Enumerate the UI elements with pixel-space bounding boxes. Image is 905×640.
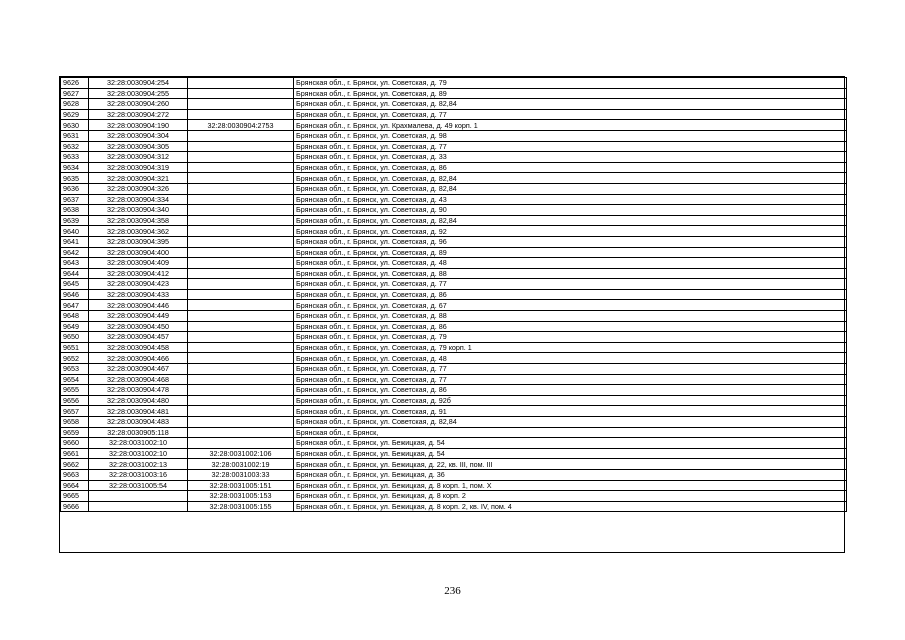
- object-cadastral-number-cell: [188, 427, 294, 438]
- object-cadastral-number-cell: 32:28:0030904:2753: [188, 120, 294, 131]
- object-cadastral-number-cell: [188, 194, 294, 205]
- object-cadastral-number-cell: [188, 289, 294, 300]
- object-cadastral-number-cell: [188, 353, 294, 364]
- row-number-cell: 9641: [61, 236, 89, 247]
- cadastral-number-cell: 32:28:0031005:54: [89, 480, 188, 491]
- row-number-cell: 9645: [61, 279, 89, 290]
- address-cell: Брянская обл., г. Брянск, ул. Советская, д. 43: [294, 194, 847, 205]
- row-number-cell: 9650: [61, 332, 89, 343]
- cadastral-number-cell: 32:28:0030904:467: [89, 364, 188, 375]
- row-number-cell: 9652: [61, 353, 89, 364]
- row-number-cell: 9664: [61, 480, 89, 491]
- address-cell: Брянская обл., г. Брянск, ул. Крахмалева, д. 49 корп. 1: [294, 120, 847, 131]
- table-row: [61, 459, 847, 470]
- cadastral-number-cell: 32:28:0030904:400: [89, 247, 188, 258]
- object-cadastral-number-cell: 32:28:0031005:153: [188, 491, 294, 502]
- cadastral-number-cell: 32:28:0030904:312: [89, 152, 188, 163]
- cadastral-number-cell: 32:28:0030904:272: [89, 109, 188, 120]
- address-cell: Брянская обл., г. Брянск, ул. Советская, д. 88: [294, 311, 847, 322]
- cadastral-number-cell: 32:28:0030904:321: [89, 173, 188, 184]
- table-row: [61, 205, 847, 216]
- cadastral-number-cell: [89, 501, 188, 512]
- address-cell: Брянская обл., г. Брянск, ул. Бежицкая, д. 54: [294, 438, 847, 449]
- table-row: [61, 120, 847, 131]
- object-cadastral-number-cell: [188, 130, 294, 141]
- address-cell: Брянская обл., г. Брянск, ул. Советская, д. 77: [294, 141, 847, 152]
- registry-table-body: [61, 78, 847, 512]
- table-row: [61, 88, 847, 99]
- table-row: [61, 236, 847, 247]
- table-row: [61, 279, 847, 290]
- address-cell: Брянская обл., г. Брянск, ул. Бежицкая, д. 8 корп. 2: [294, 491, 847, 502]
- cadastral-number-cell: 32:28:0030904:319: [89, 162, 188, 173]
- object-cadastral-number-cell: [188, 247, 294, 258]
- row-number-cell: 9644: [61, 268, 89, 279]
- row-number-cell: 9651: [61, 342, 89, 353]
- cadastral-number-cell: 32:28:0030904:326: [89, 183, 188, 194]
- object-cadastral-number-cell: [188, 279, 294, 290]
- cadastral-number-cell: 32:28:0030904:423: [89, 279, 188, 290]
- table-row: [61, 152, 847, 163]
- row-number-cell: 9629: [61, 109, 89, 120]
- object-cadastral-number-cell: [188, 152, 294, 163]
- cadastral-number-cell: 32:28:0031002:13: [89, 459, 188, 470]
- address-cell: Брянская обл., г. Брянск, ул. Советская, д. 86: [294, 162, 847, 173]
- table-row: [61, 141, 847, 152]
- row-number-cell: 9666: [61, 501, 89, 512]
- row-number-cell: 9635: [61, 173, 89, 184]
- table-row: [61, 99, 847, 110]
- table-row: [61, 427, 847, 438]
- row-number-cell: 9653: [61, 364, 89, 375]
- address-cell: Брянская обл., г. Брянск, ул. Советская, д. 89: [294, 247, 847, 258]
- object-cadastral-number-cell: [188, 311, 294, 322]
- object-cadastral-number-cell: [188, 173, 294, 184]
- row-number-cell: 9661: [61, 448, 89, 459]
- address-cell: Брянская обл., г. Брянск, ул. Бежицкая, д. 8 корп. 1, пом. X: [294, 480, 847, 491]
- table-row: [61, 130, 847, 141]
- object-cadastral-number-cell: [188, 78, 294, 89]
- object-cadastral-number-cell: [188, 374, 294, 385]
- address-cell: Брянская обл., г. Брянск, ул. Советская, д. 77: [294, 109, 847, 120]
- table-row: [61, 491, 847, 502]
- object-cadastral-number-cell: [188, 183, 294, 194]
- table-row: [61, 332, 847, 343]
- address-cell: Брянская обл., г. Брянск, ул. Советская, д. 79 корп. 1: [294, 342, 847, 353]
- object-cadastral-number-cell: [188, 215, 294, 226]
- object-cadastral-number-cell: 32:28:0031002:19: [188, 459, 294, 470]
- row-number-cell: 9639: [61, 215, 89, 226]
- table-row: [61, 226, 847, 237]
- row-number-cell: 9634: [61, 162, 89, 173]
- address-cell: Брянская обл., г. Брянск, ул. Советская, д. 86: [294, 321, 847, 332]
- table-row: [61, 300, 847, 311]
- table-row: [61, 342, 847, 353]
- row-number-cell: 9633: [61, 152, 89, 163]
- cadastral-number-cell: 32:28:0030904:478: [89, 385, 188, 396]
- address-cell: Брянская обл., г. Брянск, ул. Советская, д. 82,84: [294, 417, 847, 428]
- cadastral-number-cell: 32:28:0030904:254: [89, 78, 188, 89]
- object-cadastral-number-cell: [188, 236, 294, 247]
- object-cadastral-number-cell: [188, 141, 294, 152]
- address-cell: Брянская обл., г. Брянск, ул. Бежицкая, д. 22, кв. III, пом. III: [294, 459, 847, 470]
- address-cell: Брянская обл., г. Брянск, ул. Бежицкая, д. 8 корп. 2, кв. IV, пом. 4: [294, 501, 847, 512]
- object-cadastral-number-cell: 32:28:0031005:155: [188, 501, 294, 512]
- table-row: [61, 311, 847, 322]
- cadastral-number-cell: 32:28:0030904:362: [89, 226, 188, 237]
- address-cell: Брянская обл., г. Брянск, ул. Советская, д. 98: [294, 130, 847, 141]
- row-number-cell: 9655: [61, 385, 89, 396]
- object-cadastral-number-cell: [188, 205, 294, 216]
- address-cell: Брянская обл., г. Брянск, ул. Советская, д. 92б: [294, 395, 847, 406]
- address-cell: Брянская обл., г. Брянск, ул. Бежицкая, д. 36: [294, 469, 847, 480]
- cadastral-number-cell: 32:28:0030904:450: [89, 321, 188, 332]
- cadastral-number-cell: 32:28:0030904:358: [89, 215, 188, 226]
- object-cadastral-number-cell: [188, 258, 294, 269]
- table-row: [61, 109, 847, 120]
- table-row: [61, 215, 847, 226]
- table-row: [61, 183, 847, 194]
- row-number-cell: 9626: [61, 78, 89, 89]
- cadastral-number-cell: 32:28:0030904:412: [89, 268, 188, 279]
- object-cadastral-number-cell: [188, 342, 294, 353]
- address-cell: Брянская обл., г. Брянск, ул. Советская, д. 79: [294, 332, 847, 343]
- row-number-cell: 9647: [61, 300, 89, 311]
- cadastral-number-cell: 32:28:0030904:190: [89, 120, 188, 131]
- table-row: [61, 162, 847, 173]
- object-cadastral-number-cell: [188, 332, 294, 343]
- table-row: [61, 385, 847, 396]
- cadastral-number-cell: 32:28:0030904:304: [89, 130, 188, 141]
- address-cell: Брянская обл., г. Брянск, ул. Бежицкая, д. 54: [294, 448, 847, 459]
- table-row: [61, 438, 847, 449]
- row-number-cell: 9627: [61, 88, 89, 99]
- object-cadastral-number-cell: 32:28:0031005:151: [188, 480, 294, 491]
- address-cell: Брянская обл., г. Брянск, ул. Советская, д. 82,84: [294, 183, 847, 194]
- object-cadastral-number-cell: [188, 438, 294, 449]
- object-cadastral-number-cell: [188, 321, 294, 332]
- page-number: 236: [444, 585, 461, 597]
- registry-table: [60, 77, 847, 512]
- cadastral-number-cell: 32:28:0030904:395: [89, 236, 188, 247]
- table-row: [61, 395, 847, 406]
- object-cadastral-number-cell: [188, 417, 294, 428]
- cadastral-number-cell: 32:28:0030904:305: [89, 141, 188, 152]
- cadastral-number-cell: 32:28:0030904:260: [89, 99, 188, 110]
- row-number-cell: 9640: [61, 226, 89, 237]
- cadastral-number-cell: 32:28:0030904:480: [89, 395, 188, 406]
- row-number-cell: 9663: [61, 469, 89, 480]
- table-row: [61, 78, 847, 89]
- row-number-cell: 9660: [61, 438, 89, 449]
- cadastral-number-cell: 32:28:0030904:483: [89, 417, 188, 428]
- object-cadastral-number-cell: [188, 406, 294, 417]
- row-number-cell: 9648: [61, 311, 89, 322]
- cadastral-number-cell: 32:28:0030904:468: [89, 374, 188, 385]
- row-number-cell: 9643: [61, 258, 89, 269]
- row-number-cell: 9657: [61, 406, 89, 417]
- row-number-cell: 9646: [61, 289, 89, 300]
- row-number-cell: 9654: [61, 374, 89, 385]
- row-number-cell: 9658: [61, 417, 89, 428]
- object-cadastral-number-cell: [188, 226, 294, 237]
- table-row: [61, 258, 847, 269]
- table-row: [61, 289, 847, 300]
- table-row: [61, 501, 847, 512]
- table-row: [61, 353, 847, 364]
- table-row: [61, 173, 847, 184]
- address-cell: Брянская обл., г. Брянск, ул. Советская, д. 77: [294, 364, 847, 375]
- address-cell: Брянская обл., г. Брянск, ул. Советская, д. 91: [294, 406, 847, 417]
- address-cell: Брянская обл., г. Брянск, ул. Советская, д. 86: [294, 289, 847, 300]
- table-row: [61, 417, 847, 428]
- address-cell: Брянская обл., г. Брянск, ул. Советская, д. 92: [294, 226, 847, 237]
- address-cell: Брянская обл., г. Брянск, ул. Советская, д. 67: [294, 300, 847, 311]
- address-cell: Брянская обл., г. Брянск,: [294, 427, 847, 438]
- cadastral-number-cell: 32:28:0030905:118: [89, 427, 188, 438]
- table-row: [61, 406, 847, 417]
- address-cell: Брянская обл., г. Брянск, ул. Советская, д. 48: [294, 258, 847, 269]
- table-row: [61, 374, 847, 385]
- table-row: [61, 480, 847, 491]
- row-number-cell: 9656: [61, 395, 89, 406]
- object-cadastral-number-cell: [188, 162, 294, 173]
- table-row: [61, 268, 847, 279]
- row-number-cell: 9632: [61, 141, 89, 152]
- cadastral-number-cell: 32:28:0031002:10: [89, 438, 188, 449]
- table-row: [61, 321, 847, 332]
- cadastral-number-cell: 32:28:0030904:466: [89, 353, 188, 364]
- address-cell: Брянская обл., г. Брянск, ул. Советская, д. 88: [294, 268, 847, 279]
- address-cell: Брянская обл., г. Брянск, ул. Советская, д. 48: [294, 353, 847, 364]
- object-cadastral-number-cell: [188, 88, 294, 99]
- row-number-cell: 9628: [61, 99, 89, 110]
- table-row: [61, 194, 847, 205]
- object-cadastral-number-cell: [188, 109, 294, 120]
- cadastral-number-cell: 32:28:0030904:449: [89, 311, 188, 322]
- row-number-cell: 9636: [61, 183, 89, 194]
- row-number-cell: 9637: [61, 194, 89, 205]
- cadastral-number-cell: [89, 491, 188, 502]
- row-number-cell: 9638: [61, 205, 89, 216]
- row-number-cell: 9642: [61, 247, 89, 258]
- address-cell: Брянская обл., г. Брянск, ул. Советская, д. 82,84: [294, 173, 847, 184]
- row-number-cell: 9631: [61, 130, 89, 141]
- cadastral-number-cell: 32:28:0030904:334: [89, 194, 188, 205]
- row-number-cell: 9665: [61, 491, 89, 502]
- cadastral-number-cell: 32:28:0030904:255: [89, 88, 188, 99]
- row-number-cell: 9659: [61, 427, 89, 438]
- object-cadastral-number-cell: 32:28:0031002:106: [188, 448, 294, 459]
- address-cell: Брянская обл., г. Брянск, ул. Советская, д. 89: [294, 88, 847, 99]
- table-row: [61, 247, 847, 258]
- object-cadastral-number-cell: [188, 300, 294, 311]
- cadastral-number-cell: 32:28:0031003:16: [89, 469, 188, 480]
- cadastral-number-cell: 32:28:0030904:433: [89, 289, 188, 300]
- address-cell: Брянская обл., г. Брянск, ул. Советская, д. 82,84: [294, 99, 847, 110]
- cadastral-number-cell: 32:28:0030904:457: [89, 332, 188, 343]
- address-cell: Брянская обл., г. Брянск, ул. Советская, д. 96: [294, 236, 847, 247]
- row-number-cell: 9630: [61, 120, 89, 131]
- object-cadastral-number-cell: [188, 99, 294, 110]
- object-cadastral-number-cell: [188, 268, 294, 279]
- table-row: [61, 448, 847, 459]
- address-cell: Брянская обл., г. Брянск, ул. Советская, д. 86: [294, 385, 847, 396]
- row-number-cell: 9662: [61, 459, 89, 470]
- table-row: [61, 469, 847, 480]
- cadastral-number-cell: 32:28:0030904:458: [89, 342, 188, 353]
- object-cadastral-number-cell: [188, 385, 294, 396]
- object-cadastral-number-cell: [188, 395, 294, 406]
- cadastral-number-cell: 32:28:0031002:10: [89, 448, 188, 459]
- table-row: [61, 364, 847, 375]
- object-cadastral-number-cell: [188, 364, 294, 375]
- cadastral-number-cell: 32:28:0030904:481: [89, 406, 188, 417]
- address-cell: Брянская обл., г. Брянск, ул. Советская, д. 82,84: [294, 215, 847, 226]
- object-cadastral-number-cell: 32:28:0031003:33: [188, 469, 294, 480]
- address-cell: Брянская обл., г. Брянск, ул. Советская, д. 33: [294, 152, 847, 163]
- address-cell: Брянская обл., г. Брянск, ул. Советская, д. 90: [294, 205, 847, 216]
- cadastral-number-cell: 32:28:0030904:409: [89, 258, 188, 269]
- address-cell: Брянская обл., г. Брянск, ул. Советская, д. 77: [294, 374, 847, 385]
- cadastral-number-cell: 32:28:0030904:446: [89, 300, 188, 311]
- address-cell: Брянская обл., г. Брянск, ул. Советская, д. 79: [294, 78, 847, 89]
- cadastral-number-cell: 32:28:0030904:340: [89, 205, 188, 216]
- address-cell: Брянская обл., г. Брянск, ул. Советская, д. 77: [294, 279, 847, 290]
- row-number-cell: 9649: [61, 321, 89, 332]
